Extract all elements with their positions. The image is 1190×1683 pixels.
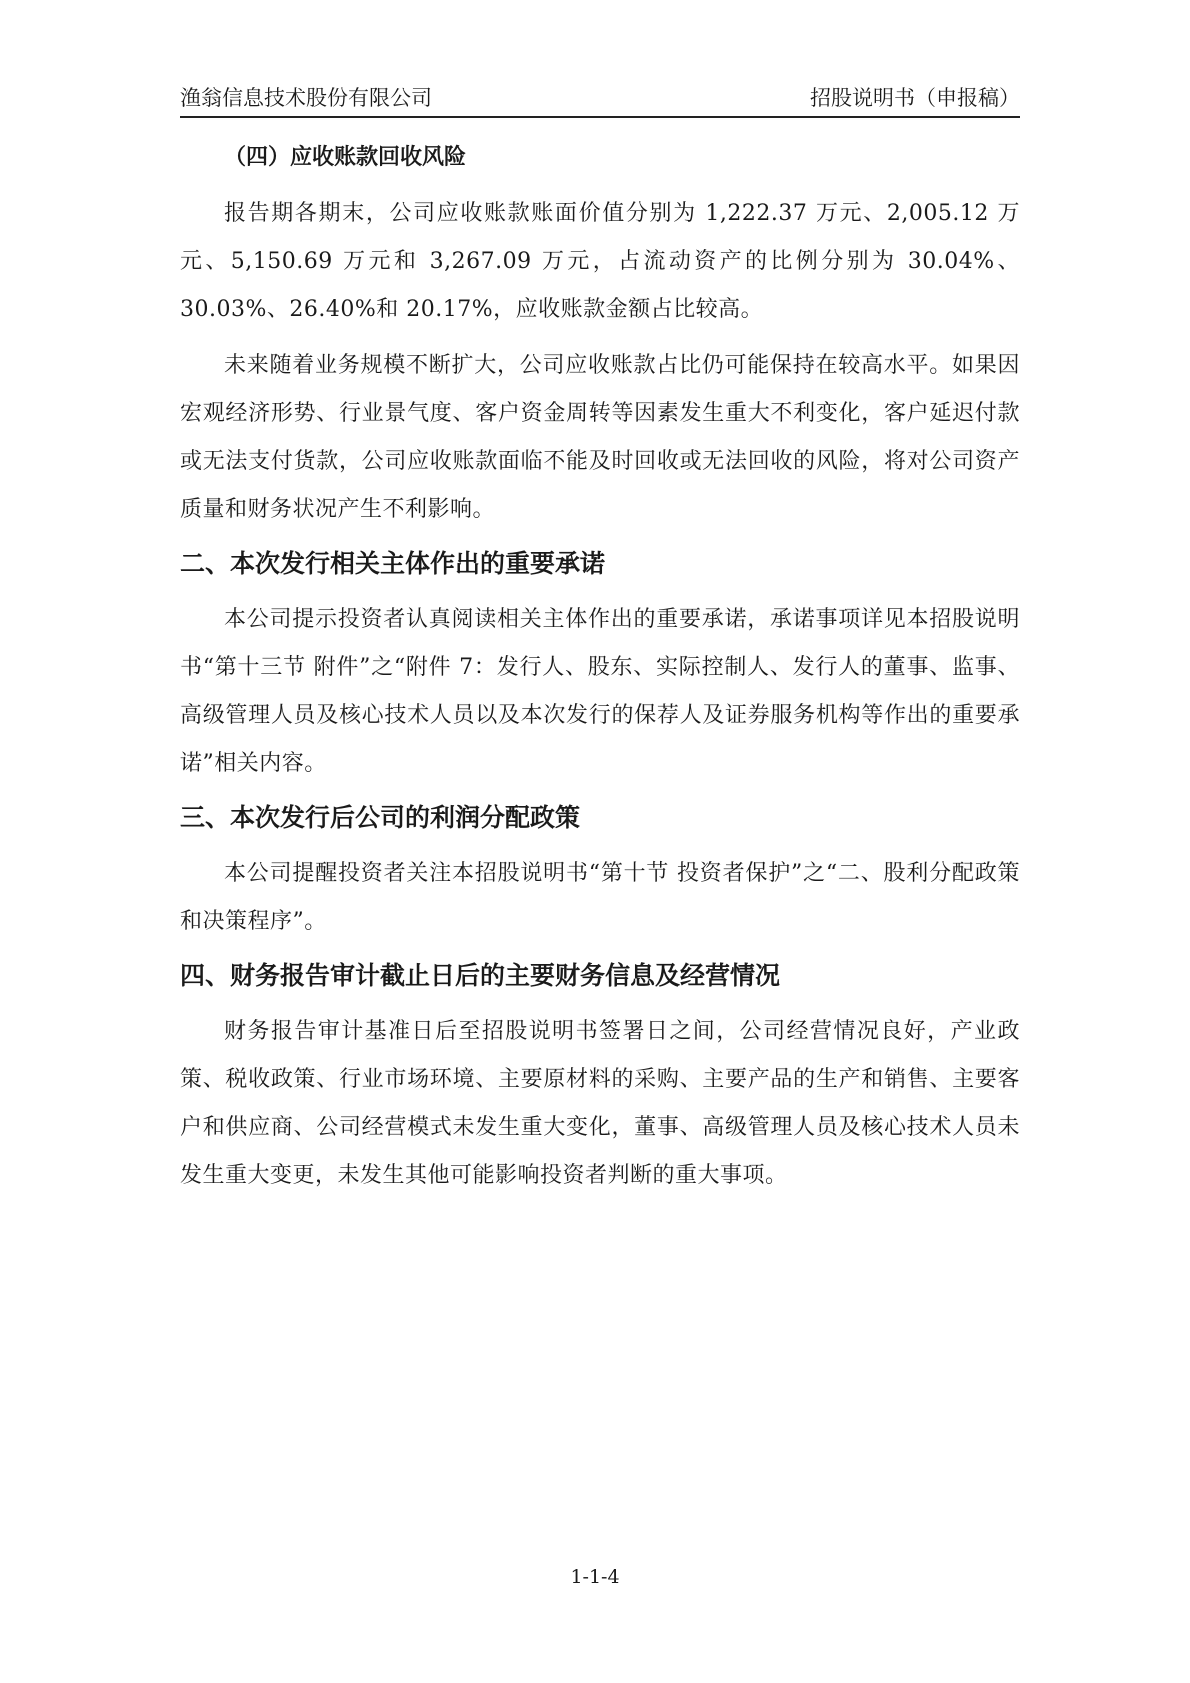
- receivables-paragraph-1: 报告期各期末，公司应收账款账面价值分别为 1,222.37 万元、2,005.12 万元、5,150.69 万元和 3,267.09 万元，占流动资产的比例分别为 30.04%、30.03%、26.40%和 20.17%，应收账款金额占比较高。: [180, 201, 1020, 322]
- commitments-heading: 二、本次发行相关主体作出的重要承诺: [180, 549, 606, 578]
- receivables-risk-heading: （四）应收账款回收风险: [224, 145, 467, 170]
- post-audit-paragraph: 财务报告审计基准日后至招股说明书签署日之间，公司经营情况良好，产业政策、税收政策、行业市场环境、主要原材料的采购、主要产品的生产和销售、主要客户和供应商、公司经营模式未发生重大变化，董事、高级管理人员及核心技术人员未发生重大变更，未发生其他可能影响投资者判断的重大事项。: [180, 1019, 1020, 1188]
- page-header: [180, 86, 1020, 118]
- commitments-paragraph: 本公司提示投资者认真阅读相关主体作出的重要承诺，承诺事项详见本招股说明书“第十三节 附件”之“附件 7：发行人、股东、实际控制人、发行人的董事、监事、高级管理人员及核心技术人员以及本次发行的保荐人及证券服务机构等作出的重要承诺”相关内容。: [180, 607, 1020, 776]
- page-body: [180, 138, 1020, 1208]
- dividend-policy-heading: 三、本次发行后公司的利润分配政策: [180, 803, 581, 832]
- receivables-paragraph-2: 未来随着业务规模不断扩大，公司应收账款占比仍可能保持在较高水平。如果因宏观经济形势、行业景气度、客户资金周转等因素发生重大不利变化，客户延迟付款或无法支付货款，公司应收账款面临不能及时回收或无法回收的风险，将对公司资产质量和财务状况产生不利影响。: [180, 353, 1020, 522]
- post-audit-heading: 四、财务报告审计截止日后的主要财务信息及经营情况: [180, 961, 781, 990]
- company-name: 渔翁信息技术股份有限公司: [180, 86, 432, 110]
- document-type: 招股说明书（申报稿）: [810, 86, 1020, 110]
- dividend-policy-paragraph: 本公司提醒投资者关注本招股说明书“第十节 投资者保护”之“二、股利分配政策和决策程序”。: [180, 861, 1020, 934]
- page-number: 1-1-4: [570, 1566, 620, 1588]
